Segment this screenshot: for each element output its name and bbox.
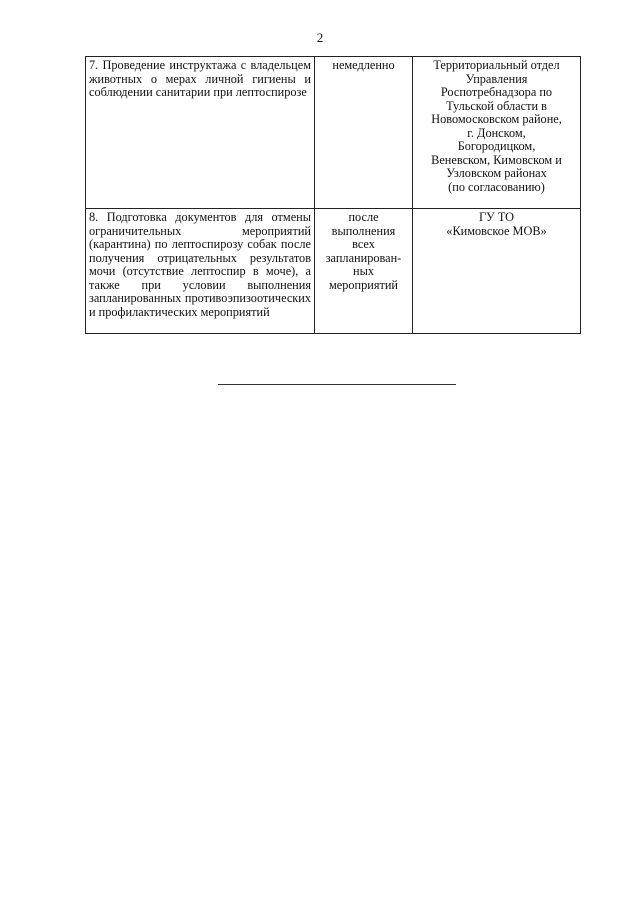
deadline-line: немедленно bbox=[332, 58, 395, 72]
deadline-line: мероприятий bbox=[328, 277, 399, 292]
measures-table bbox=[85, 56, 581, 334]
responsible-line: Богородицком, bbox=[457, 139, 536, 153]
deadline-line: после bbox=[348, 210, 379, 224]
deadline-line: выполнения bbox=[331, 223, 396, 238]
responsible-line: Роспотребнадзора по bbox=[440, 85, 553, 99]
table-row bbox=[86, 57, 581, 209]
action-cell: 8. Подготовка документов для отмены ограничительных мероприятий (карантина) по лептоспирозу собак после получения отрицательных результатов мочи (отсутствие лептоспир в моче), а также при условии выполнения запланированных противоэпизоотических и профилактических мероприятий bbox=[86, 209, 315, 334]
responsible-line: Новомосковском районе, bbox=[431, 112, 562, 126]
closing-divider bbox=[218, 384, 456, 385]
responsible-line: «Кимовское МОВ» bbox=[446, 223, 547, 238]
action-cell: 7. Проведение инструктажа с владельцем животных о мерах личной гигиены и соблюдении санитарии при лептоспирозе bbox=[86, 57, 315, 209]
deadline-line: запланирован- bbox=[325, 250, 402, 265]
deadline-line: всех bbox=[352, 237, 375, 251]
deadline-line: ных bbox=[353, 264, 374, 278]
deadline-cell bbox=[315, 209, 413, 334]
responsible-cell bbox=[413, 57, 581, 209]
page-number: 2 bbox=[316, 30, 324, 45]
responsible-line: Тульской области в bbox=[446, 98, 547, 113]
responsible-cell bbox=[413, 209, 581, 334]
table-row bbox=[86, 209, 581, 334]
responsible-line: г. Донском, bbox=[467, 125, 526, 140]
deadline-cell bbox=[315, 57, 413, 209]
responsible-line: Управления bbox=[465, 71, 528, 86]
responsible-line: Узловском районах bbox=[446, 166, 547, 180]
responsible-line: ГУ ТО bbox=[478, 210, 515, 224]
responsible-line: Веневском, Кимовском и bbox=[431, 152, 562, 167]
responsible-line: Территориальный отдел bbox=[433, 58, 560, 72]
responsible-line: (по согласованию) bbox=[448, 179, 545, 194]
